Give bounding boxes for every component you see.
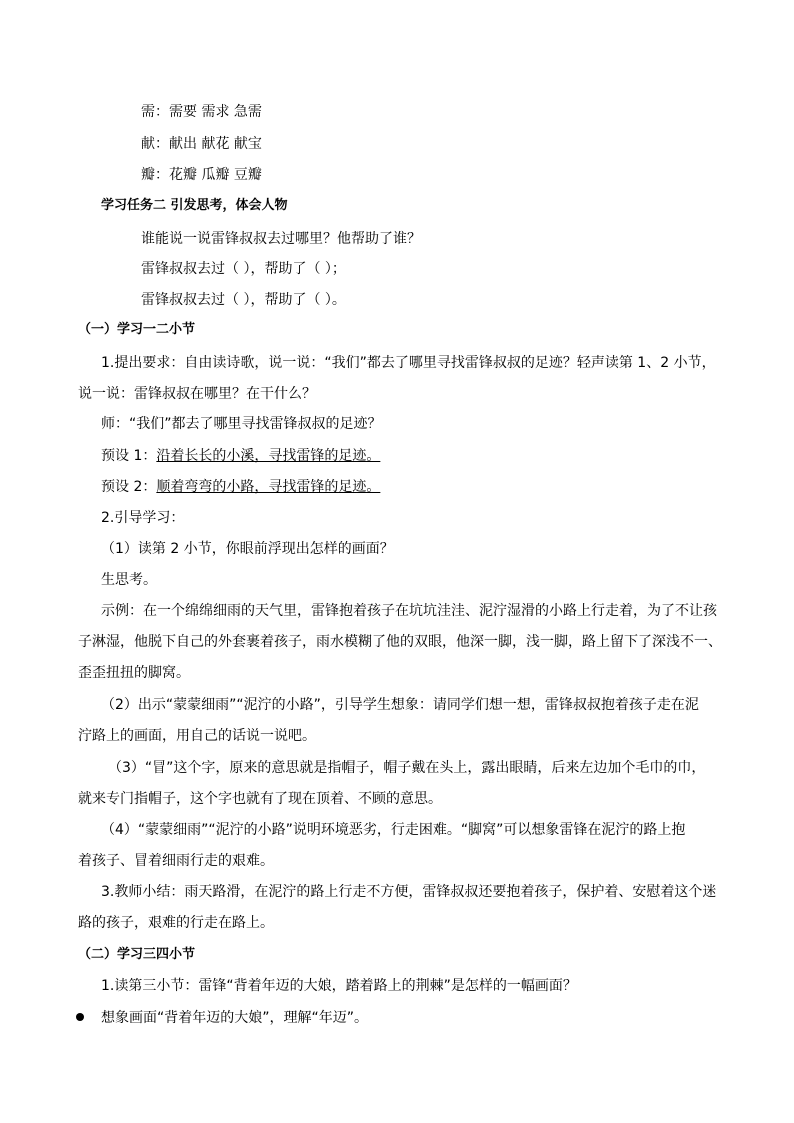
requirement-line-1: 1.提出要求：自由读诗歌，说一说：“我们”都去了哪里寻找雷锋叔叔的足迹？轻声读第 1、2 小节， xyxy=(101,355,716,371)
bullet-item: 想象画面“背着年迈的大娘”，理解“年迈”。 xyxy=(101,1010,369,1026)
example-line-3: 歪歪扭扭的脚窝。 xyxy=(78,665,190,681)
guide-heading: 2.引导学习： xyxy=(101,510,185,526)
example-line-1: 示例：在一个绵绵细雨的天气里，雷锋抱着孩子在坑坑洼洼、泥泞湿滑的小路上行走着，为了不让孩 xyxy=(101,603,717,619)
teacher-question: 师：“我们”都去了哪里寻找雷锋叔叔的足迹？ xyxy=(101,416,382,432)
preset-2-text: 顺着弯弯的小路，寻找雷锋的足迹。 xyxy=(156,479,381,495)
question-1: （1）读第 2 小节，你眼前浮现出怎样的画面？ xyxy=(101,541,394,557)
question-2-line-1: （2）出示“蒙蒙细雨”“泥泞的小路”，引导学生想象：请同学们想一想，雷锋叔叔抱着孩子走在泥 xyxy=(101,697,699,713)
summary-line-2: 路的孩子，艰难的行走在路上。 xyxy=(78,915,274,931)
preset-1 xyxy=(101,446,380,466)
task2-blank-2: 雷锋叔叔去过（ ），帮助了（ ）。 xyxy=(141,292,346,308)
task2-blank-1: 雷锋叔叔去过（ ），帮助了（ ）； xyxy=(141,261,346,277)
task2-question: 谁能说一说雷锋叔叔去过哪里？他帮助了谁？ xyxy=(141,231,421,247)
requirement-line-2: 说一说：雷锋叔叔在哪里？在干什么？ xyxy=(78,386,316,402)
summary-line-1: 3.教师小结：雨天路滑，在泥泞的路上行走不方便，雷锋叔叔还要抱着孩子，保护着、安慰着这个迷 xyxy=(101,884,717,900)
preset-1-label: 预设 1： xyxy=(101,448,157,464)
section1-heading: （一）学习一二小节 xyxy=(78,322,196,337)
question-4-line-1: （4）“蒙蒙细雨”“泥泞的小路”说明环境恶劣，行走困难。“脚窝”可以想象雷锋在泥泞的路上抱 xyxy=(101,822,686,838)
vocab-line-ban: 瓣：花瓣 瓜瓣 豆瓣 xyxy=(141,167,262,183)
task2-heading: 学习任务二 引发思考，体会人物 xyxy=(101,198,288,213)
vocab-line-xu: 需：需要 需求 急需 xyxy=(141,104,262,120)
read-section-3: 1.读第三小节：雷锋“背着年迈的大娘，踏着路上的荆棘”是怎样的一幅画面？ xyxy=(101,978,577,994)
question-3-line-2: 就来专门指帽子，这个字也就有了现在顶着、不顾的意思。 xyxy=(78,791,442,807)
question-2-line-2: 泞路上的画面，用自己的话说一说吧。 xyxy=(78,728,316,744)
student-think: 生思考。 xyxy=(101,572,157,588)
bullet-dot-icon xyxy=(76,1013,84,1021)
question-3-line-1: （3）“冒”这个字，原来的意思就是指帽子，帽子戴在头上，露出眼睛，后来左边加个毛巾的巾， xyxy=(108,760,706,776)
section2-heading: （二）学习三四小节 xyxy=(78,947,196,962)
preset-2-label: 预设 2： xyxy=(101,479,157,495)
preset-2 xyxy=(101,477,380,497)
question-4-line-2: 着孩子、冒着细雨行走的艰难。 xyxy=(78,853,274,869)
vocab-line-xian: 献：献出 献花 献宝 xyxy=(141,136,262,152)
preset-1-text: 沿着长长的小溪，寻找雷锋的足迹。 xyxy=(156,448,381,464)
example-line-2: 子淋湿，他脱下自己的外套裹着孩子，雨水模糊了他的双眼，他深一脚，浅一脚，路上留下了深浅不一、 xyxy=(78,634,722,650)
